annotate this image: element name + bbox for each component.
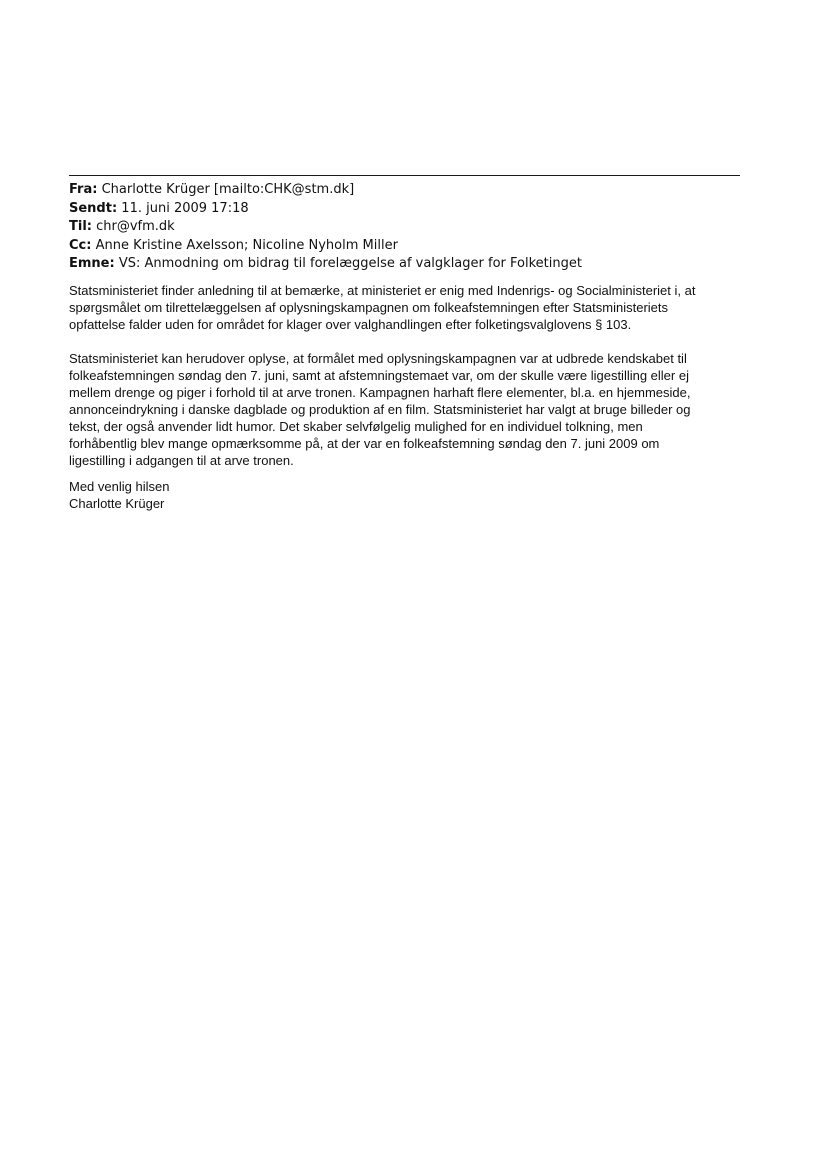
sent-label: Sendt: xyxy=(69,200,118,216)
subject-value: VS: Anmodning om bidrag til forelæggelse af valgklager for Folketinget xyxy=(118,256,582,271)
paragraph-line: mellem drenge og piger i forhold til at arve tronen. Kampagnen harhaft flere elementer, bl.a. en hjemmeside, xyxy=(69,385,691,400)
body-paragraph-2 xyxy=(69,350,759,469)
sent-value: 11. juni 2009 17:18 xyxy=(121,200,249,216)
paragraph-line: opfattelse falder uden for området for klager over valghandlingen efter folketingsvalglovens § 103. xyxy=(69,317,632,332)
paragraph-line: forhåbentlig blev mange opmærksomme på, at der var en folkeafstemning søndag den 7. juni 2009 om xyxy=(69,436,660,451)
paragraph-line: spørgsmålet om tilrettelæggelsen af oplysningskampagnen om folkeafstemningen efter Statsministeriets xyxy=(69,300,669,315)
subject-row xyxy=(69,255,749,274)
signer-name: Charlotte Krüger xyxy=(69,496,165,511)
cc-row xyxy=(69,237,749,256)
cc-value: Anne Kristine Axelsson; Nicoline Nyholm Miller xyxy=(95,237,398,253)
paragraph-line: tekst, der også anvender lidt humor. Det skaber selvfølgelig mulighed for en individuel tolkning, men xyxy=(69,419,643,434)
email-header xyxy=(69,181,749,274)
from-row xyxy=(69,181,749,200)
from-value: Charlotte Krüger [mailto:CHK@stm.dk] xyxy=(101,182,355,197)
closing-greeting: Med venlig hilsen xyxy=(69,479,170,494)
to-value: chr@vfm.dk xyxy=(96,219,175,234)
paragraph-line: annonceindrykning i danske dagblade og produktion af en film. Statsministeriet har valgt at bruge billeder og xyxy=(69,402,691,417)
signature-block xyxy=(69,478,759,512)
paragraph-line: folkeafstemningen søndag den 7. juni, samt at afstemningstemaet var, om der skulle være ligestilling eller ej xyxy=(69,368,689,383)
from-label: Fra: xyxy=(69,182,98,197)
paragraph-line: Statsministeriet kan herudover oplyse, at formålet med oplysningskampagnen var at udbrede kendskabet til xyxy=(69,351,687,366)
to-row xyxy=(69,218,749,237)
paragraph-line: Statsministeriet finder anledning til at bemærke, at ministeriet er enig med Indenrigs- og Socialministeriet i, at xyxy=(69,283,696,298)
body-paragraph-1 xyxy=(69,282,759,333)
subject-label: Emne: xyxy=(69,256,115,271)
paragraph-line: ligestilling i adgangen til at arve tronen. xyxy=(69,453,294,468)
cc-label: Cc: xyxy=(69,237,92,253)
header-divider xyxy=(69,175,740,176)
to-label: Til: xyxy=(69,219,92,234)
sent-row xyxy=(69,200,749,219)
